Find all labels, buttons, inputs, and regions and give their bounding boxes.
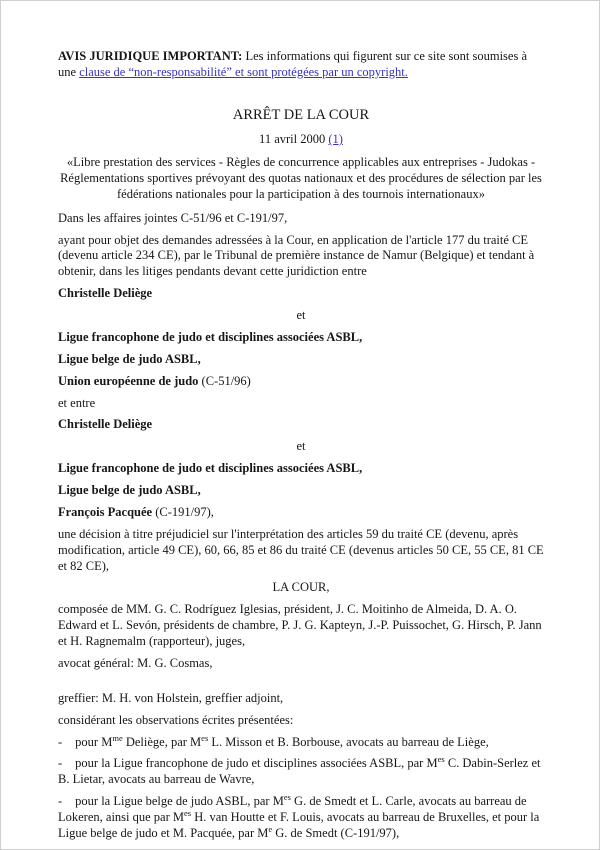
text-segment: Deliège, par M xyxy=(122,734,202,749)
superscript: es xyxy=(201,732,209,743)
defendant-1b-text: Ligue belge de judo ASBL, xyxy=(58,351,201,366)
observations-intro: considérant les observations écrites présentées: xyxy=(58,712,294,727)
defendant-1a xyxy=(58,330,544,346)
judgment-date xyxy=(58,132,544,148)
legal-notice-label: AVIS JURIDIQUE IMPORTANT: xyxy=(58,49,243,63)
defendant-1c-case-number: (C-51/96) xyxy=(198,373,251,388)
applicant-name-2 xyxy=(58,417,544,433)
text-segment: G. de Smedt (C-191/97), xyxy=(272,825,400,840)
judgment-title: ARRÊT DE LA COUR xyxy=(232,106,370,123)
joined-cases-line: Dans les affaires jointes C-51/96 et C-191/97, xyxy=(58,210,288,225)
connector-et-entre: et entre xyxy=(58,395,96,410)
legal-notice-text: Les informations qui figurent sur ce site sont soumises à une xyxy=(58,49,527,79)
connector-et-2: et xyxy=(296,439,306,454)
keywords-summary: «Libre prestation des services - Règles de concurrence applicables aux entreprises - Judokas - Réglementations sportives prévoyant des quotas nationaux et des procédures de sélection par les fédérations nationales pour la participation à des tournois internationaux» xyxy=(60,155,542,201)
defendant-2a xyxy=(58,461,544,477)
observation-item-3 xyxy=(58,794,544,842)
superscript: es xyxy=(283,792,291,802)
applicant-name-1-text: Christelle Deliège xyxy=(58,286,153,301)
observation-item-2 xyxy=(58,756,544,788)
connector-et-1: et xyxy=(296,308,306,323)
text-segment: pour M xyxy=(75,734,113,749)
judgment-date-text: 11 avril 2000 xyxy=(259,132,329,147)
superscript: e xyxy=(268,823,273,834)
disclaimer-link[interactable]: clause de “non-responsabilité” et sont protégées par un copyright. xyxy=(79,64,408,79)
defendant-2b-text: Ligue belge de judo ASBL, xyxy=(58,483,201,498)
defendant-2c xyxy=(58,505,544,521)
case-object-paragraph: ayant pour objet des demandes adressées à la Cour, en application de l'article 177 du traité CE (devenu article 234 CE), par le Tribunal de première instance de Namur (Belgique) et tendant à obtenir, dans les litiges pendants devant cette juridiction entre xyxy=(58,232,535,279)
defendant-2a-text: Ligue francophone de judo et disciplines associées ASBL, xyxy=(58,461,363,476)
list-dash: - xyxy=(58,756,63,771)
text-segment: C. Dabin-Serlez et B. Lietar, avocats au barreau de Wavre, xyxy=(58,756,541,787)
applicant-name-2-text: Christelle Deliège xyxy=(58,417,153,432)
text-segment: H. van Houtte et F. Louis, avocats au barreau de Bruxelles, et pour la Ligue belge de judo et M. Pacquée, par M xyxy=(58,810,540,840)
text-segment: pour la Ligue belge de judo ASBL, par M xyxy=(75,794,284,809)
defendant-2c-name: François Pacquée xyxy=(58,504,153,519)
superscript: es xyxy=(437,754,445,765)
defendant-1b xyxy=(58,352,544,368)
list-dash: - xyxy=(58,794,63,809)
legal-notice xyxy=(58,49,544,81)
applicant-name-1 xyxy=(58,286,544,302)
court-name: LA COUR, xyxy=(272,580,330,595)
defendant-1c xyxy=(58,374,544,390)
court-composition: composée de MM. G. C. Rodríguez Iglesias, président, J. C. Moitinho de Almeida, D. A. O. Edward et L. Sevón, présidents de chambre, P. J. G. Kapteyn, J.-P. Puissochet, G. Hirsch, P. Jann et H. Ragnemalm (rapporteur), juges, xyxy=(58,602,542,649)
superscript: es xyxy=(184,807,192,818)
list-dash: - xyxy=(58,734,63,749)
text-segment: L. Misson et B. Borbouse, avocats au barreau de Liège, xyxy=(208,734,489,749)
text-segment: pour la Ligue francophone de judo et disciplines associées ASBL, par M xyxy=(75,756,438,771)
defendant-2c-case-number: (C-191/97), xyxy=(152,504,214,519)
advocate-general-line: avocat général: M. G. Cosmas, xyxy=(58,655,213,670)
observation-item-1 xyxy=(58,732,544,751)
decision-paragraph: une décision à titre préjudiciel sur l'interprétation des articles 59 du traité CE (devenu, après modification, article 49 CE), 60, 66, 85 et 86 du traité CE (devenus articles 50 CE, 55 CE, 81 CE et 82 CE), xyxy=(58,526,544,573)
defendant-2b xyxy=(58,483,544,499)
superscript: me xyxy=(112,732,123,743)
text-segment: G. de Smedt et L. Carle, avocats au barreau de Lokeren, ainsi que par M xyxy=(58,794,527,825)
defendant-1a-text: Ligue francophone de judo et disciplines associées ASBL, xyxy=(58,329,363,344)
registrar-line: greffier: M. H. von Holstein, greffier adjoint, xyxy=(58,690,284,705)
footnote-link[interactable]: (1) xyxy=(328,132,343,147)
defendant-1c-name: Union européenne de judo xyxy=(58,373,199,388)
